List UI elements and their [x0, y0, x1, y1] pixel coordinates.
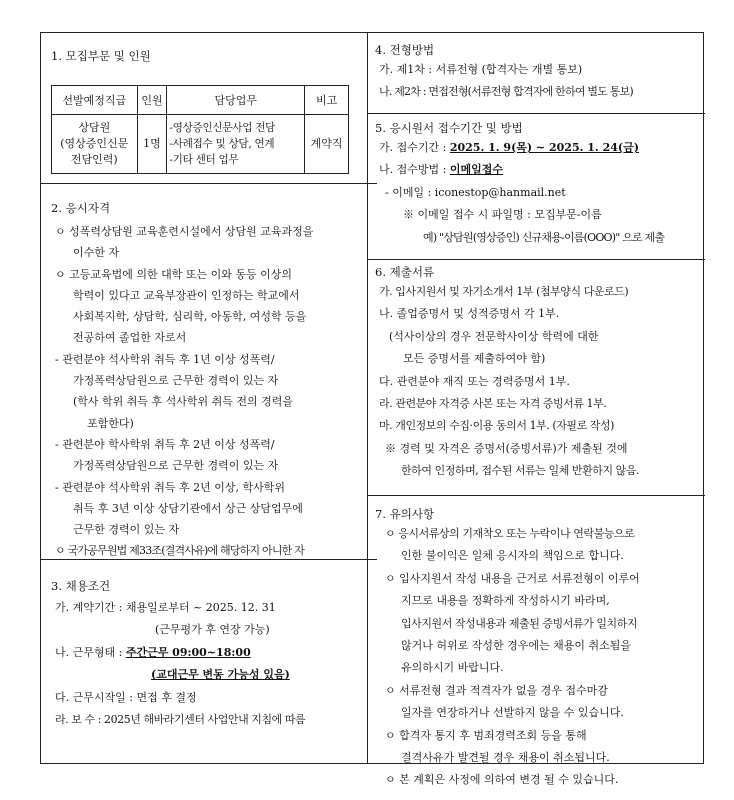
section-separator — [41, 183, 377, 184]
table-row — [52, 115, 349, 174]
text-line: ㅇ 합격자 통지 후 범죄경력조회 등을 통해 — [385, 728, 587, 742]
section-selection — [375, 41, 701, 104]
text-line: 다. 근무시작일 : 면접 후 결정 — [55, 690, 197, 704]
text-line — [51, 709, 363, 731]
table-header-cell: 담당업무 — [167, 86, 305, 115]
rank-cell — [52, 115, 138, 174]
text-line: - 관련분야 석사학위 취득 후 1년 이상 성폭력/ — [55, 352, 275, 366]
text-line: 가. 입사지원서 및 자기소개서 1부 (첨부양식 다운로드) — [379, 285, 629, 298]
text-line: 마. 개인정보의 수집·이용 동의서 1부. (자필로 작성) — [379, 419, 614, 433]
text-line: 근무한 경력이 있는 자 — [73, 523, 180, 537]
text-line: 포함한다) — [87, 416, 134, 430]
text-line — [51, 664, 363, 686]
text-line: - 관련분야 석사학위 취득 후 2년 이상, 학사학위 — [55, 480, 285, 494]
section-conditions — [51, 577, 363, 731]
section-title: 1. 모집부문 및 인원 — [51, 49, 151, 63]
text-line — [375, 137, 701, 159]
duty-line: -사례접수 및 상담, 연계 — [169, 138, 275, 150]
text-line: (근무평가 후 연장 가능) — [155, 623, 270, 637]
table-header-row — [52, 86, 349, 115]
count-cell: 1명 — [137, 115, 167, 174]
text-line: 한하여 인정하며, 접수된 서류는 일체 반환하지 않음. — [401, 464, 640, 478]
column-divider — [367, 33, 368, 763]
section-notes — [375, 505, 701, 792]
text-line: ㅇ 고등교육법에 의한 대학 또는 이와 동등 이상의 — [55, 267, 292, 281]
section-title: 4. 전형방법 — [375, 43, 435, 57]
text-line: 유의하시기 바랍니다. — [401, 661, 504, 675]
label: 라. 보 수 : — [55, 713, 105, 727]
text-line: (석사이상의 경우 전문학사이상 학력에 대한 — [389, 329, 599, 343]
text-line: 인한 불이익은 일체 응시자의 책임으로 합니다. — [401, 549, 624, 563]
text-line: 라. 관련분야 자격증 사본 또는 자격 증빙서류 1부. — [379, 397, 607, 411]
text-line: ㅇ 성폭력상담원 교육훈련시설에서 상담원 교육과정을 — [55, 225, 314, 238]
section-documents — [375, 263, 701, 483]
text-line: 모든 증명서를 제출하여야 함) — [403, 352, 546, 366]
left-column — [51, 33, 363, 763]
text-line: 입사지원서 작성내용과 제출된 증빙서류가 일치하지 — [401, 616, 638, 630]
label: 나. 접수방법 : — [379, 163, 450, 177]
text-line: 이수한 자 — [73, 246, 120, 260]
text-line: 않거나 허위로 작성한 경우에는 채용이 취소됨을 — [401, 639, 632, 653]
duty-line: -기타 센터 업무 — [169, 154, 239, 166]
positions-table — [51, 85, 349, 174]
text-line: ※ 경력 및 자격은 증명서(증빙서류)가 제출된 것에 — [385, 441, 628, 455]
section-application — [375, 119, 701, 249]
text-line: 학력이 있다고 교육부장관이 인정하는 학교에서 — [73, 288, 300, 302]
text-line: 사회복지학, 상담학, 심리학, 아동학, 여성학 등을 — [73, 310, 307, 324]
table-header-cell: 비고 — [305, 86, 349, 115]
application-method: 이메일접수 — [449, 163, 503, 177]
label: 나. 근무형태 : — [55, 645, 126, 659]
text-line: 나. 제2차 : 면접전형(서류전형 합격자에 한하여 별도 통보) — [379, 85, 633, 99]
text-line — [51, 642, 363, 664]
text-line: ㅇ 서류전형 결과 적격자가 없을 경우 접수마감 — [385, 683, 608, 697]
text-line: 취득 후 3년 이상 상담기관에서 상근 상담업무에 — [73, 501, 303, 515]
rank-line: 전담인력) — [70, 153, 118, 166]
section-title: 6. 제출서류 — [375, 265, 435, 279]
rank-line: (영상증인신문 — [60, 137, 129, 150]
text-line: 나. 졸업증명서 및 성적증명서 각 1부. — [379, 307, 560, 321]
text-line: 가. 제1차 : 서류전형 (합격자는 개별 통보) — [379, 63, 583, 76]
text-line: (학사 학위 취득 후 석사학위 취득 전의 경력을 — [73, 395, 294, 409]
text-line: ㅇ 입사지원서 작성 내용을 근거로 서류전형이 이루어 — [385, 571, 640, 585]
table-header-cell: 선발예정직급 — [52, 86, 138, 115]
text-line: 가. 계약기간 : 채용일로부터 ~ 2025. 12. 31 — [55, 601, 276, 614]
label: 가. 접수기간 : — [379, 141, 450, 154]
section-title: 2. 응시자격 — [51, 201, 111, 215]
section-title: 3. 채용조건 — [51, 579, 111, 593]
section-separator — [367, 495, 705, 496]
duties-cell — [167, 115, 305, 174]
section-separator — [367, 113, 705, 114]
application-period: 2025. 1. 9(목) ~ 2025. 1. 24(금) — [449, 141, 639, 154]
text-line: ㅇ 본 계획은 사정에 의하여 변경 될 수 있습니다. — [385, 773, 619, 787]
rank-line: 상담원 — [78, 121, 111, 134]
text-line: 지므로 내용을 정확하게 작성하시기 바라며, — [401, 594, 610, 608]
salary-value: 2025년 해바라기센터 사업안내 지침에 따름 — [104, 713, 306, 727]
note-cell: 계약직 — [305, 115, 349, 174]
text-line: 전공하여 졸업한 자로서 — [73, 331, 187, 345]
table-header-cell: 인원 — [137, 86, 167, 115]
section-qualifications — [51, 199, 363, 562]
section-separator — [367, 259, 705, 260]
work-hours: 주간근무 09:00~18:00 — [125, 645, 251, 659]
section-title: 7. 유의사항 — [375, 507, 435, 521]
shift-note: (교대근무 변동 가능성 있음) — [151, 668, 290, 682]
text-line: ※ 이메일 접수 시 파일명 : 모집부문-이름 — [403, 208, 602, 222]
section-positions — [51, 47, 363, 65]
text-line — [375, 159, 701, 181]
section-title: 5. 응시원서 접수기간 및 방법 — [375, 121, 523, 135]
text-line: ㅇ 응시서류상의 기재착오 또는 누락이나 연락불능으로 — [385, 527, 635, 540]
text-line: 예) "상담원(영상증인) 신규채용-이름(OOO)" 으로 제출 — [423, 230, 665, 244]
text-line: 가정폭력상담원으로 근무한 경력이 있는 자 — [73, 374, 279, 388]
email-line: - 이메일 : iconestop@hanmail.net — [385, 185, 566, 199]
text-line: - 관련분야 학사학위 취득 후 2년 이상 성폭력/ — [55, 437, 275, 451]
right-column — [375, 33, 701, 787]
text-line: 결격사유가 발견될 경우 채용이 취소됩니다. — [401, 751, 610, 765]
text-line: 일자를 연장하거나 선발하지 않을 수 있습니다. — [401, 706, 624, 720]
duty-line: -영상증인신문사업 전담 — [169, 122, 276, 134]
recruitment-notice-box — [40, 32, 704, 787]
text-line: 다. 관련분야 재직 또는 경력증명서 1부. — [379, 374, 570, 388]
section-separator — [41, 559, 377, 560]
text-line: ㅇ 국가공무원법 제33조(결격사유)에 해당하지 아니한 자 — [55, 544, 305, 558]
text-line: 가정폭력상담원으로 근무한 경력이 있는 자 — [73, 459, 279, 473]
